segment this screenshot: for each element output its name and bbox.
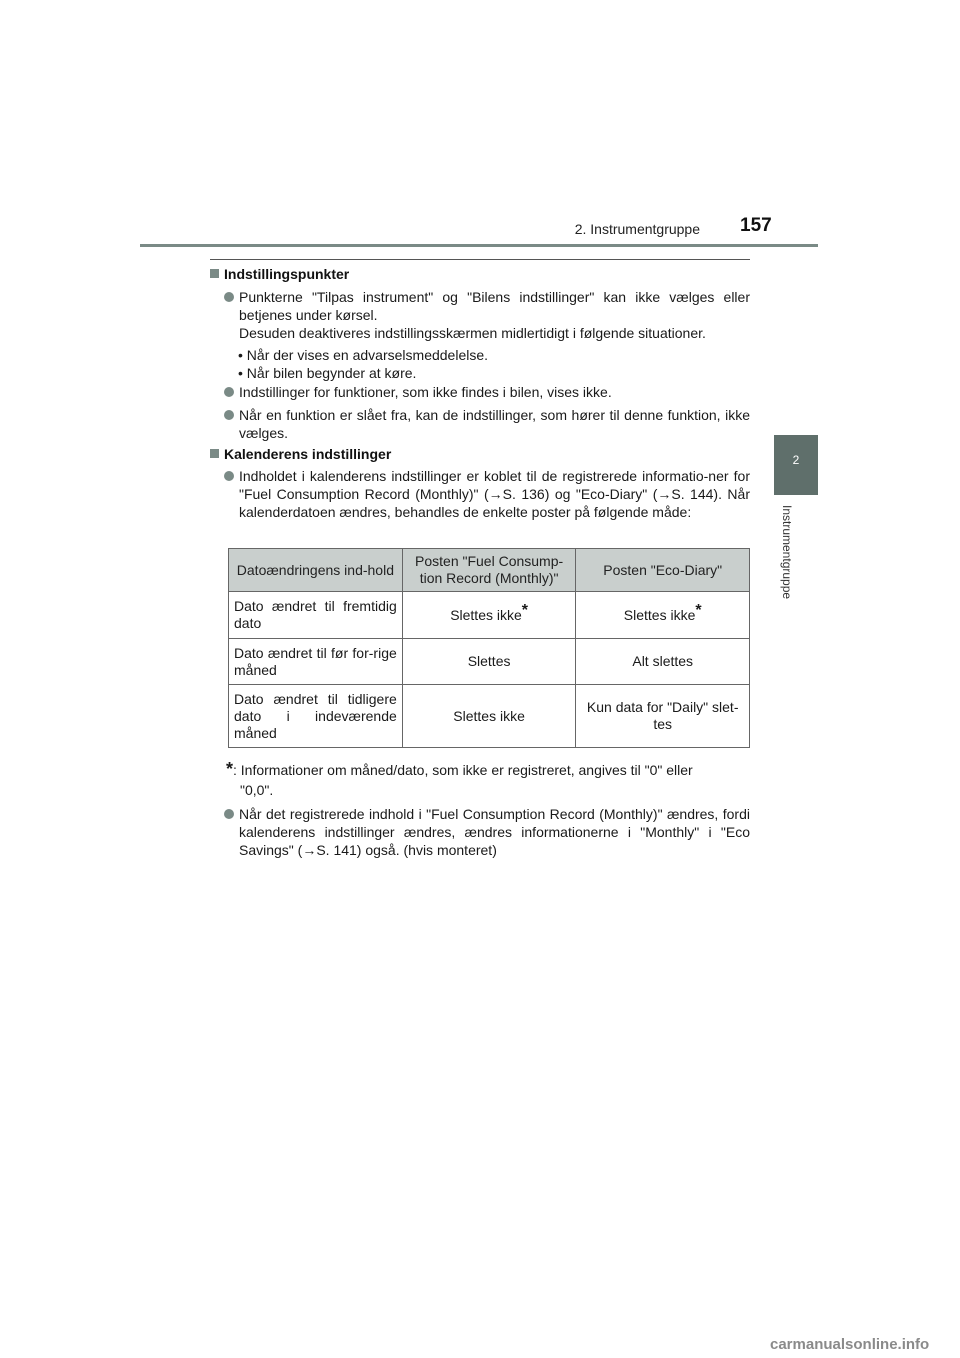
content-rule bbox=[210, 259, 750, 260]
cell-text: Slettes ikke bbox=[450, 606, 522, 623]
footnote-text: : Informationer om måned/dato, som ikke er registreret, angives til "0" eller bbox=[233, 762, 693, 778]
sub-item-driving: • Når bilen begynder at køre. bbox=[238, 365, 417, 381]
bullet-eco-savings bbox=[224, 805, 750, 859]
section-heading-indstillinger bbox=[210, 266, 349, 282]
section-heading-kalender bbox=[210, 446, 391, 462]
heading-text: Kalenderens indstillinger bbox=[224, 446, 392, 462]
bullet-text: Når det registrerede indhold i "Fuel Consumption Record (Monthly)" ændres, fordi kalenderens indstillinger ændres, ændres informationerne i "Monthly" i "Eco Savings" (→S. 141) også. (hvis monteret) bbox=[239, 806, 750, 858]
footnote-marker: * bbox=[226, 759, 234, 779]
chapter-label-text: Instrumentgruppe bbox=[780, 505, 794, 600]
chapter-tab-number: 2 bbox=[792, 453, 800, 467]
table-cell: Kun data for "Daily" slet-tes bbox=[576, 685, 750, 748]
table-header-cell: Datoændringens ind-hold bbox=[229, 549, 403, 592]
table-cell bbox=[576, 592, 750, 639]
bullet-text: Indstillinger for funktioner, som ikke findes i bilen, vises ikke. bbox=[239, 384, 612, 400]
table-cell: Slettes ikke bbox=[402, 685, 576, 748]
footnote bbox=[226, 758, 750, 799]
bullet-missing-functions bbox=[224, 383, 750, 401]
circle-bullet-icon bbox=[224, 809, 234, 819]
header-rule bbox=[140, 244, 818, 247]
table-header-cell: Posten "Fuel Consump-tion Record (Monthly)" bbox=[402, 549, 576, 592]
table-cell bbox=[402, 592, 576, 639]
bullet-settings-driving bbox=[224, 288, 750, 342]
chapter-label bbox=[780, 505, 804, 625]
sub-item-warning: • Når der vises en advarselsmeddelelse. bbox=[238, 347, 489, 363]
table-cell: Dato ændret til fremtidig dato bbox=[229, 592, 403, 639]
table-cell: Dato ændret til tidligere dato i indeværende måned bbox=[229, 685, 403, 748]
bullet-text: Punkterne "Tilpas instrument" og "Bilens indstillinger" kan ikke vælges eller betjenes under kørsel. bbox=[239, 289, 750, 323]
table-cell: Slettes bbox=[402, 639, 576, 685]
table-row bbox=[229, 685, 750, 748]
table-header-cell: Posten "Eco-Diary" bbox=[576, 549, 750, 592]
table-row bbox=[229, 639, 750, 685]
page-number: 157 bbox=[740, 215, 772, 236]
bullet-text: Indholdet i kalenderens indstillinger er koblet til de registrerede informatio-ner for "Fuel Consumption Record (Monthly)" (→S. 136) og "Eco-Diary" (→S. 144). Når kalenderdatoen ændres, behandles de enkelte poster på følgende måde: bbox=[239, 468, 750, 520]
square-bullet-icon bbox=[210, 269, 219, 278]
table-cell: Dato ændret til før for-rige måned bbox=[229, 639, 403, 685]
watermark: carmanualsonline.info bbox=[770, 1336, 930, 1353]
asterisk-marker: * bbox=[695, 601, 702, 619]
circle-bullet-icon bbox=[224, 410, 234, 420]
table-header-row bbox=[229, 549, 750, 592]
calendar-table bbox=[228, 548, 750, 748]
footnote-text-cont: "0,0". bbox=[240, 782, 274, 798]
chapter-tab[interactable] bbox=[774, 435, 818, 495]
bullet-text-cont: Desuden deaktiveres indstillingsskærmen midlertidigt i følgende situationer. bbox=[239, 325, 706, 341]
circle-bullet-icon bbox=[224, 471, 234, 481]
table-row bbox=[229, 592, 750, 639]
bullet-text: Når en funktion er slået fra, kan de indstillinger, som hører til denne funktion, ikke vælges. bbox=[239, 407, 750, 441]
section-title: 2. Instrumentgruppe bbox=[574, 221, 700, 237]
bullet-calendar-info bbox=[224, 467, 750, 521]
heading-text: Indstillingspunkter bbox=[224, 266, 350, 282]
cell-text: Slettes ikke bbox=[623, 606, 696, 623]
asterisk-marker: * bbox=[521, 601, 529, 619]
table-cell: Alt slettes bbox=[576, 639, 750, 685]
bullet-disabled-function bbox=[224, 406, 750, 442]
square-bullet-icon bbox=[210, 449, 219, 458]
circle-bullet-icon bbox=[224, 387, 234, 397]
circle-bullet-icon bbox=[224, 292, 234, 302]
